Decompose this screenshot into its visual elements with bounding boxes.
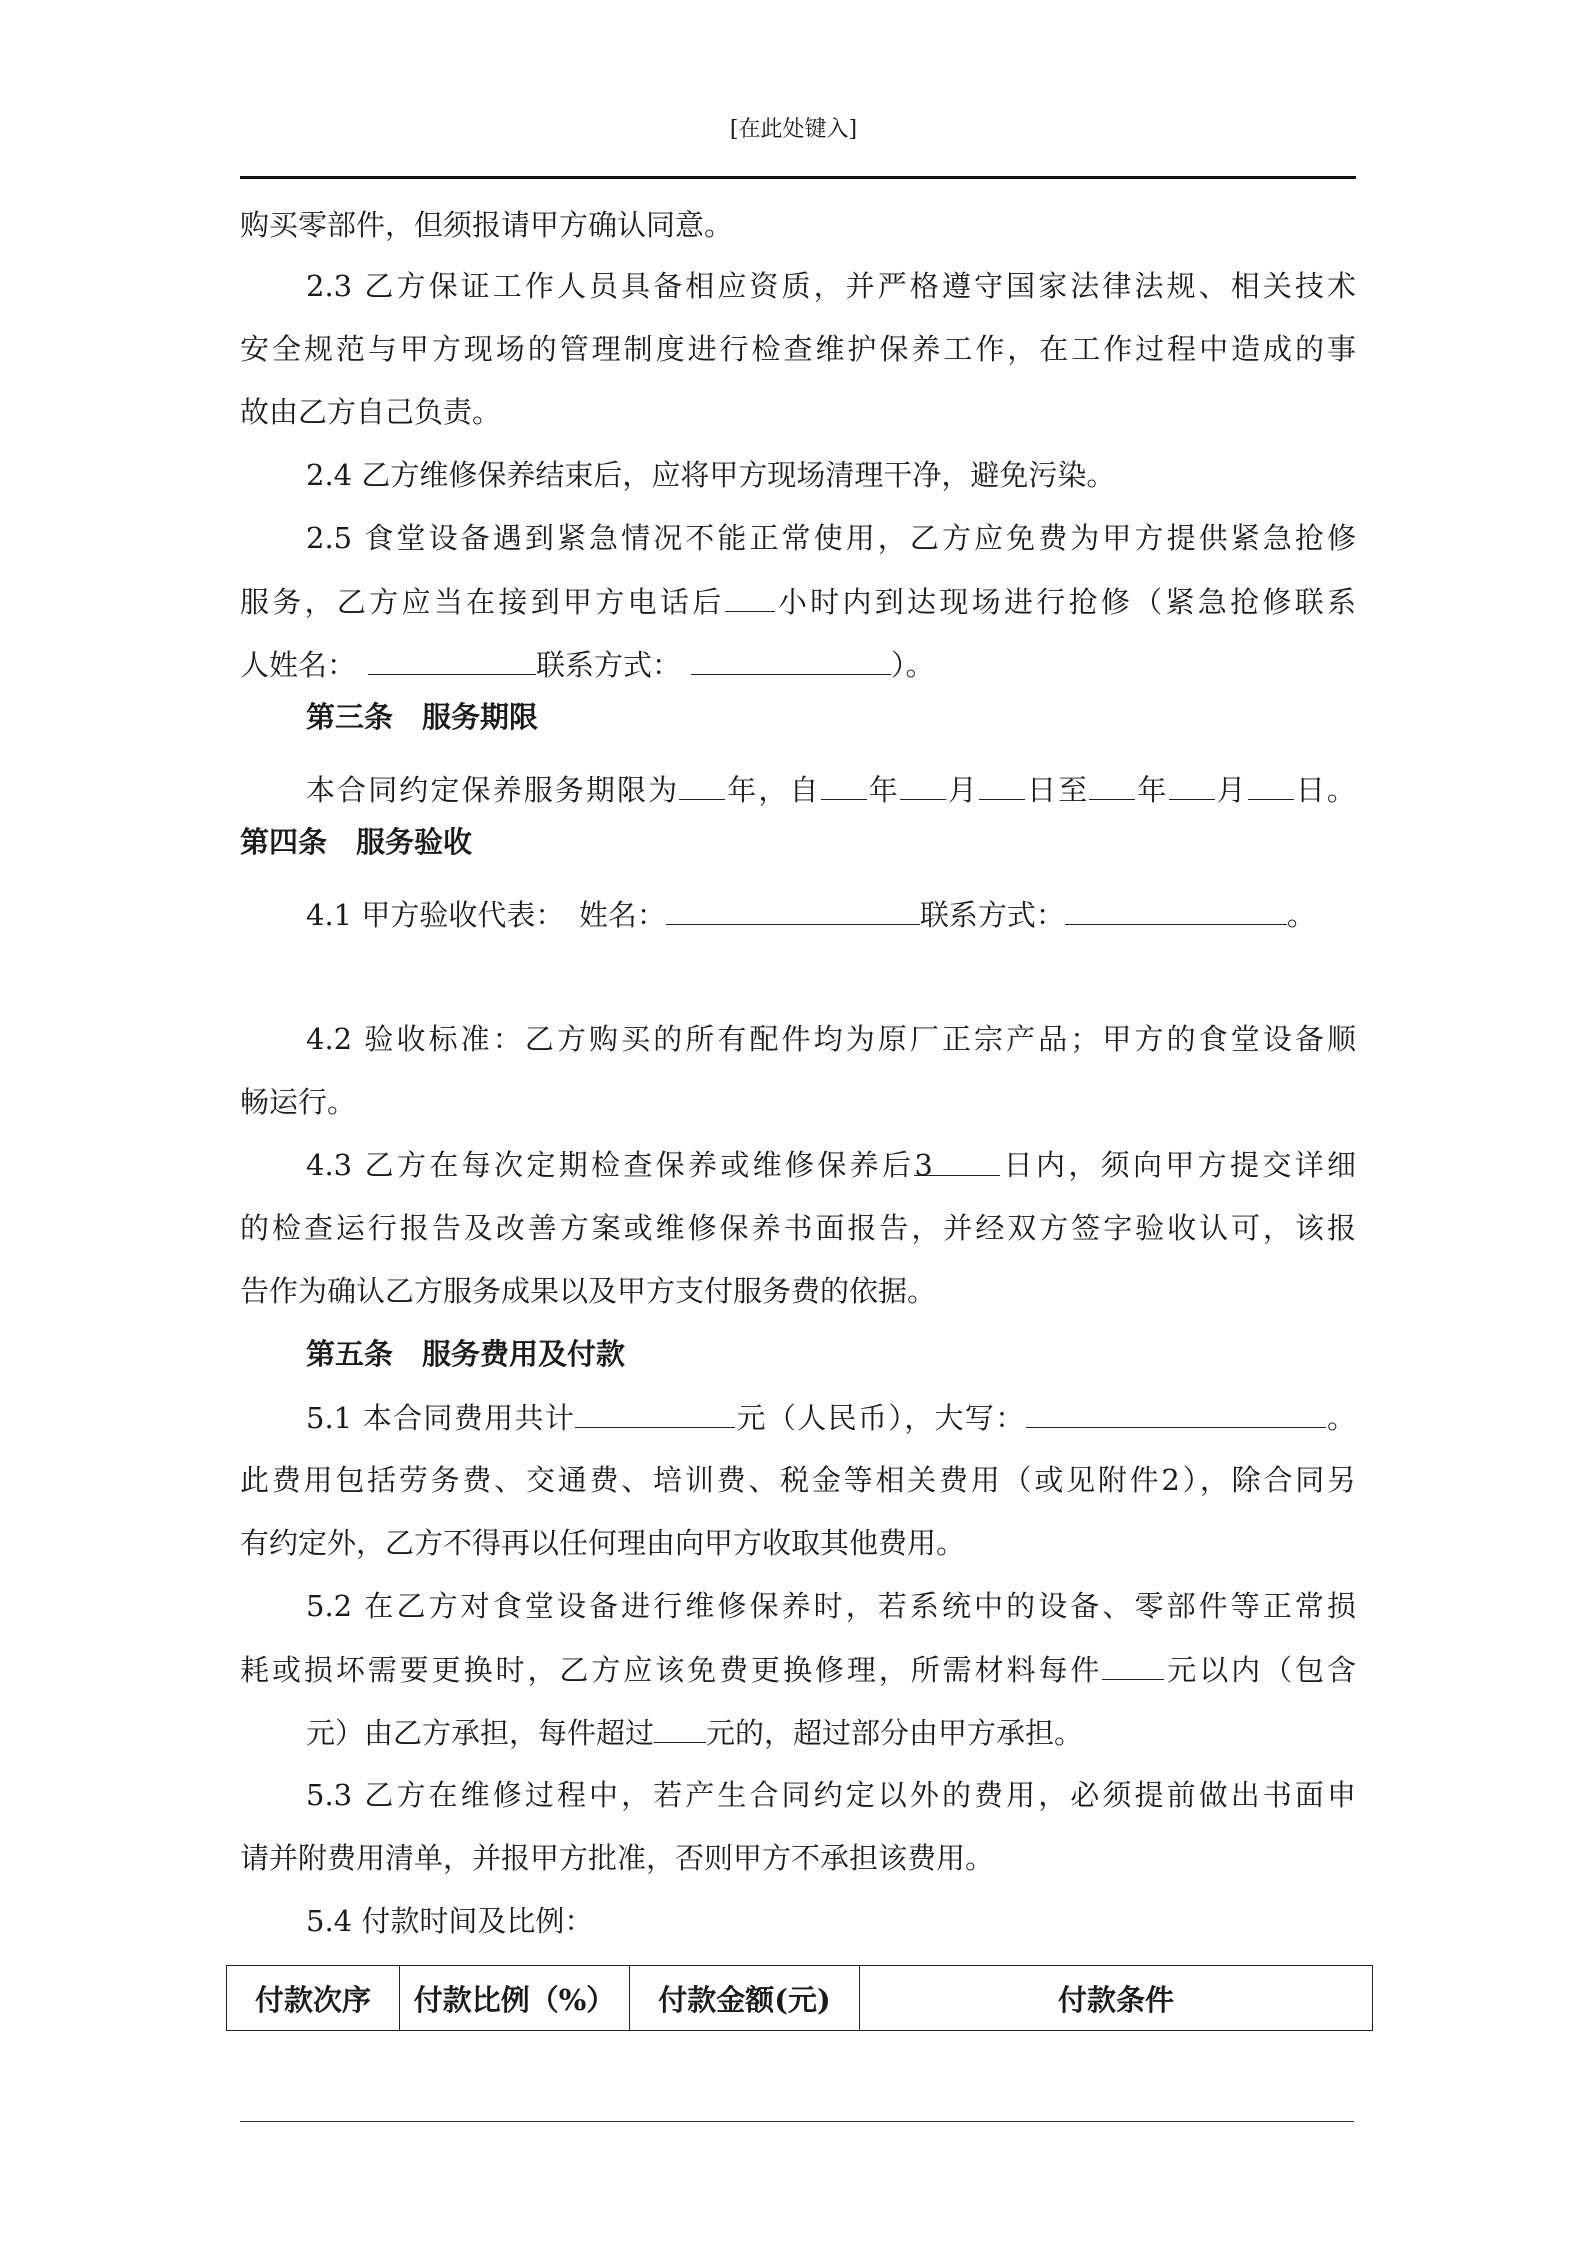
emergency-contact-phone-blank[interactable] — [691, 644, 891, 675]
acceptance-rep-phone-blank[interactable] — [1065, 894, 1287, 925]
table-header-cell: 付款金额(元) — [630, 1966, 860, 2031]
paragraph-line: 安全规范与甲方现场的管理制度进行检查维护保养工作，在工作过程中造成的事 — [240, 332, 1356, 366]
term-years-blank[interactable] — [679, 769, 725, 800]
paragraph-line: 5.2 在乙方对食堂设备进行维修保养时，若系统中的设备、零部件等正常损 — [306, 1589, 1356, 1623]
table-header-row — [227, 1966, 1373, 2031]
text-segment: 日至 — [1025, 773, 1090, 807]
text-segment: ）。 — [891, 648, 935, 682]
text-segment: 耗或损坏需要更换时，乙方应该免费更换修理，所需材料每件 — [240, 1653, 1103, 1687]
text-segment: 。 — [1286, 898, 1316, 932]
text-segment: 人姓名： — [240, 648, 357, 682]
text-segment: 5.1 本合同费用共计 — [306, 1401, 576, 1435]
paragraph-line: 此费用包括劳务费、交通费、培训费、税金等相关费用（或见附件2），除合同另 — [240, 1463, 1356, 1497]
material-limit-blank[interactable] — [1102, 1649, 1164, 1680]
paragraph-line: 5.4 付款时间及比例： — [306, 1904, 594, 1938]
text-segment: 本合同约定保养服务期限为 — [306, 773, 680, 807]
paragraph-line: 告作为确认乙方服务成果以及甲方支付服务费的依据。 — [240, 1274, 937, 1308]
text-segment: 。 — [1325, 1401, 1356, 1435]
paragraph-line: 2.5 食堂设备遇到紧急情况不能正常使用，乙方应免费为甲方提供紧急抢修 — [306, 521, 1356, 555]
text-segment: 元（人民币），大写： — [735, 1401, 1026, 1435]
table-header-cell: 付款比例（%） — [400, 1966, 630, 2031]
excess-limit-blank[interactable] — [654, 1712, 706, 1743]
text-segment: 日。 — [1293, 773, 1356, 807]
text-segment: 联系方式： — [919, 898, 1065, 932]
text-segment: 元）由乙方承担，每件超过 — [306, 1716, 655, 1750]
paragraph-line — [240, 644, 1356, 685]
paragraph-line: 2.3 乙方保证工作人员具备相应资质，并严格遵守国家法律法规、相关技术 — [306, 269, 1356, 303]
hours-blank[interactable] — [725, 581, 775, 612]
paragraph-line: 4.2 验收标准：乙方购买的所有配件均为原厂正宗产品；甲方的食堂设备顺 — [306, 1022, 1356, 1056]
paragraph-line: 5.3 乙方在维修过程中，若产生合同约定以外的费用，必须提前做出书面申 — [306, 1778, 1356, 1812]
paragraph-line — [240, 894, 1356, 935]
text-segment: 月 — [1214, 773, 1248, 807]
text-segment: 年 — [1135, 773, 1169, 807]
text-segment: 年，自 — [725, 773, 821, 807]
text-segment: 4.3 乙方在每次定期检查保养或维修保养后 — [306, 1148, 915, 1182]
text-segment: 4.1 甲方验收代表： 姓名： — [306, 898, 666, 932]
text-segment: 元以内（包含 — [1164, 1653, 1356, 1687]
article-5-heading: 第五条 服务费用及付款 — [306, 1337, 626, 1371]
start-year-blank[interactable] — [821, 769, 867, 800]
page-header: [在此处键入] — [729, 117, 858, 142]
article-4-heading: 第四条 服务验收 — [240, 825, 473, 859]
header-rule — [240, 176, 1356, 179]
end-day-blank[interactable] — [1248, 769, 1294, 800]
text-segment: 服务，乙方应当在接到甲方电话后 — [240, 585, 725, 619]
table-header-cell: 付款条件 — [860, 1966, 1373, 2031]
paragraph-line: 有约定外，乙方不得再以任何理由向甲方收取其他费用。 — [240, 1526, 966, 1560]
report-days-blank[interactable]: 3 — [914, 1145, 1000, 1176]
text-segment: 日内，须向甲方提交详细 — [1000, 1148, 1356, 1182]
footer-rule — [240, 2121, 1354, 2122]
acceptance-rep-name-blank[interactable] — [666, 894, 920, 925]
paragraph-line — [240, 1649, 1356, 1690]
end-month-blank[interactable] — [1169, 769, 1215, 800]
paragraph-line — [240, 1397, 1356, 1438]
paragraph-line: 故由乙方自己负责。 — [240, 395, 502, 429]
paragraph-line: 2.4 乙方维修保养结束后，应将甲方现场清理干净，避免污染。 — [306, 458, 1116, 492]
table-header-cell: 付款次序 — [227, 1966, 400, 2031]
text-segment: 年 — [866, 773, 900, 807]
paragraph-line — [240, 769, 1356, 810]
paragraph-line: 请并附费用清单，并报甲方批准，否则甲方不承担该费用。 — [240, 1841, 995, 1875]
total-fee-words-blank[interactable] — [1026, 1397, 1326, 1428]
total-fee-blank[interactable] — [575, 1397, 735, 1428]
start-month-blank[interactable] — [900, 769, 946, 800]
article-3-heading: 第三条 服务期限 — [306, 700, 539, 734]
paragraph-line: 购买零部件，但须报请甲方确认同意。 — [240, 208, 734, 242]
text-segment: 元的，超过部分由甲方承担。 — [706, 1716, 1084, 1750]
paragraph-line: 的检查运行报告及改善方案或维修保养书面报告，并经双方签字验收认可，该报 — [240, 1211, 1356, 1245]
emergency-contact-name-blank[interactable] — [368, 644, 536, 675]
paragraph-line — [240, 581, 1356, 622]
text-segment: 月 — [945, 773, 980, 807]
payment-table — [226, 1965, 1373, 2031]
text-segment: 联系方式： — [536, 648, 682, 682]
paragraph-line — [240, 1712, 1356, 1753]
start-day-blank[interactable] — [979, 769, 1025, 800]
text-segment: 小时内到达现场进行抢修（紧急抢修联系 — [774, 585, 1356, 619]
paragraph-line: 畅运行。 — [240, 1085, 357, 1119]
paragraph-line — [240, 1145, 1356, 1185]
end-year-blank[interactable] — [1089, 769, 1135, 800]
